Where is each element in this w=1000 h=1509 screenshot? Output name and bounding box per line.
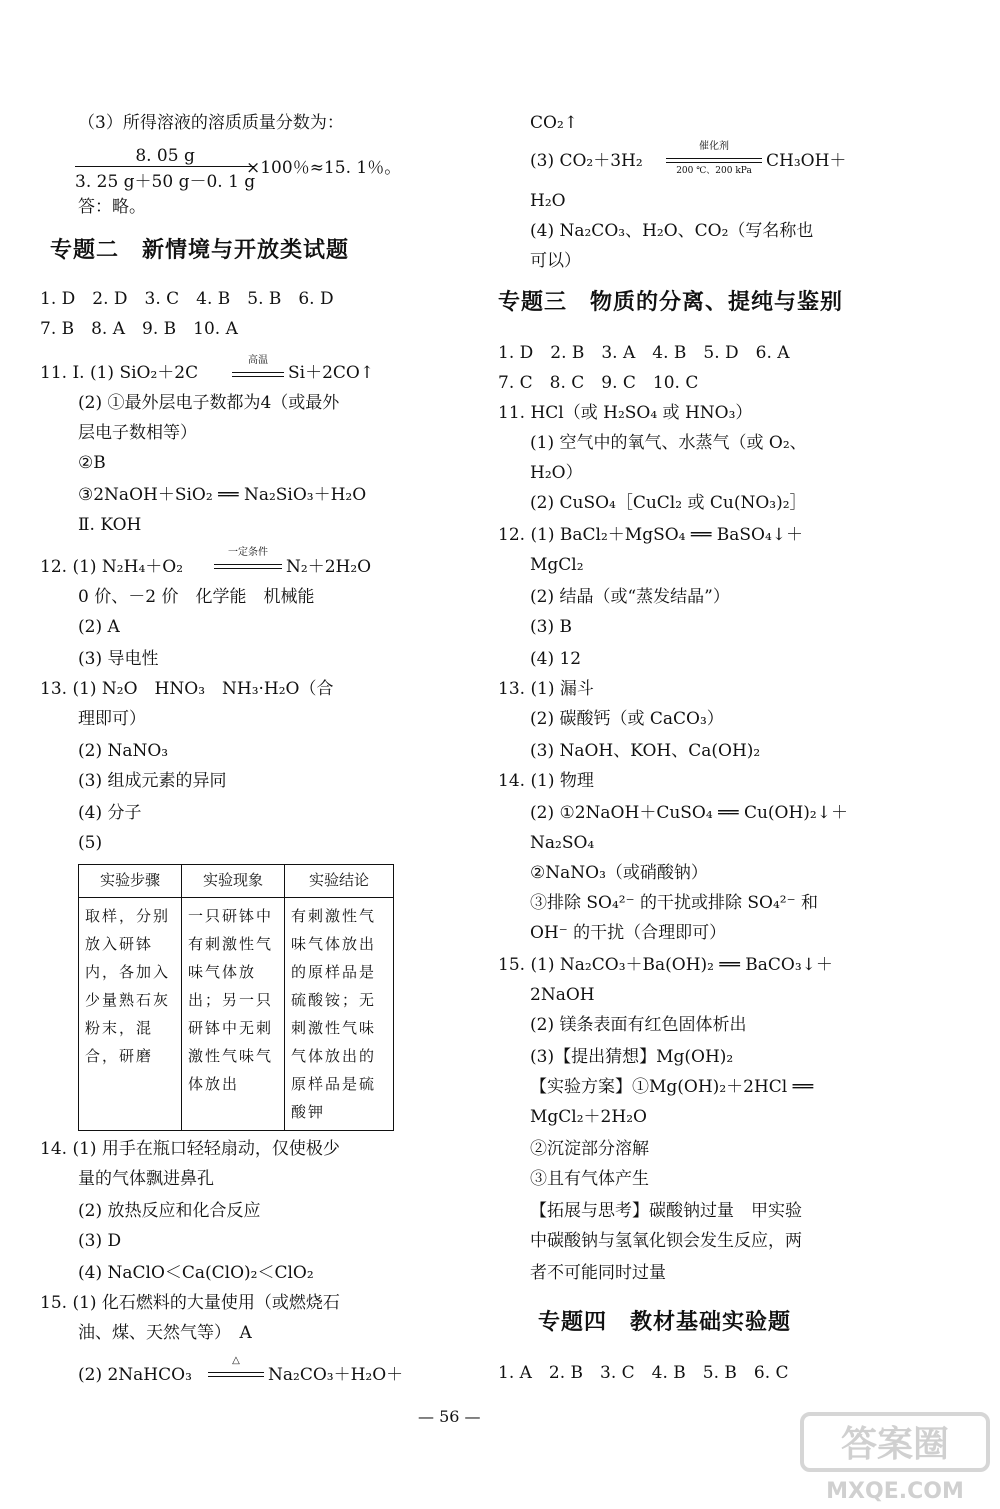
text-line: (3) D bbox=[78, 1231, 122, 1251]
text-line: 13. (1) 漏斗 bbox=[498, 679, 594, 699]
text-line: ×100％≈15. 1％。 bbox=[246, 158, 402, 178]
text-line: ③且有气体产生 bbox=[530, 1169, 649, 1189]
answer-row: 1. D 2. B 3. A 4. B 5. D 6. A bbox=[498, 343, 790, 363]
text-line: (4) 分子 bbox=[78, 803, 142, 823]
text-line: 12. (1) BaCl₂＋MgSO₄ ══ BaSO₄↓＋ bbox=[498, 525, 804, 545]
table-cell: 有刺激性气味气体放出的原样品是硫酸铵；无刺激性气味气体放出的原样品是硫酸钾 bbox=[285, 898, 394, 1131]
text-line: (3) CO₂＋3H₂ bbox=[530, 151, 643, 171]
text-line: H₂O） bbox=[530, 463, 583, 483]
text-line: 14. (1) 物理 bbox=[498, 771, 594, 791]
text-line: (2) 碳酸钙（或 CaCO₃） bbox=[530, 709, 724, 729]
answer-row: 1. A 2. B 3. C 4. B 5. B 6. C bbox=[498, 1363, 789, 1383]
section-heading: 专题四 教材基础实验题 bbox=[538, 1310, 792, 1335]
text-line: 中碳酸钠与氢氧化钡会发生反应，两 bbox=[530, 1231, 802, 1251]
text-line: CO₂↑ bbox=[530, 113, 579, 133]
reaction-condition: 高温 bbox=[248, 355, 268, 366]
text-line: 者不可能同时过量 bbox=[530, 1263, 666, 1283]
text-line: CH₃OH＋ bbox=[766, 151, 847, 171]
text-line: (2) 结晶（或“蒸发结晶”） bbox=[530, 587, 730, 607]
text-line: (3) NaOH、KOH、Ca(OH)₂ bbox=[530, 741, 761, 761]
text-line: N₂＋2H₂O bbox=[286, 557, 372, 577]
watermark-top: 答案圈 bbox=[840, 1424, 950, 1465]
text-line: MgCl₂＋2H₂O bbox=[530, 1107, 647, 1127]
experiment-table bbox=[78, 864, 394, 1131]
table-header: 实验步骤 bbox=[79, 865, 182, 898]
text-line: 0 价、－2 价 化学能 机械能 bbox=[78, 587, 315, 607]
table-cell: 一只研钵中有刺激性气味气体放出；另一只研钵中无刺激性气味气体放出 bbox=[182, 898, 285, 1131]
text-line: 15. (1) 化石燃料的大量使用（或燃烧石 bbox=[40, 1293, 340, 1313]
text-line: 【实验方案】①Mg(OH)₂＋2HCl ══ bbox=[530, 1077, 814, 1097]
text-line: Na₂CO₃＋H₂O＋ bbox=[268, 1365, 404, 1385]
text-line: 11. HCl（或 H₂SO₄ 或 HNO₃） bbox=[498, 403, 753, 423]
text-line: 可以） bbox=[530, 251, 581, 271]
fraction-denominator: 3. 25 g＋50 g－0. 1 g bbox=[75, 172, 256, 192]
text-line: (5) bbox=[78, 833, 103, 853]
reaction-condition: 催化剂 bbox=[699, 141, 729, 152]
text-line: (2) A bbox=[78, 617, 120, 637]
text-line: (3) 导电性 bbox=[78, 649, 159, 669]
text-line: H₂O bbox=[530, 191, 566, 211]
text-line: 层电子数相等） bbox=[78, 423, 197, 443]
text-line: ②NaNO₃（或硝酸钠） bbox=[530, 863, 708, 883]
text-line: ③排除 SO₄²⁻ 的干扰或排除 SO₄²⁻ 和 bbox=[530, 893, 818, 913]
text-line: Ⅱ. KOH bbox=[78, 515, 142, 535]
answer-row: 1. D 2. D 3. C 4. B 5. B 6. D bbox=[40, 289, 334, 309]
equals-bar bbox=[666, 158, 762, 163]
text-line: ②沉淀部分溶解 bbox=[530, 1139, 649, 1159]
text-line: 12. (1) N₂H₄＋O₂ bbox=[40, 557, 184, 577]
equals-bar bbox=[214, 564, 282, 569]
text-line: ③2NaOH＋SiO₂ ══ Na₂SiO₃＋H₂O bbox=[78, 485, 367, 505]
reaction-condition: △ bbox=[232, 1355, 240, 1366]
page-number: — 56 — bbox=[418, 1407, 481, 1426]
text-line: (4) 12 bbox=[530, 649, 582, 669]
text-line: ②B bbox=[78, 453, 106, 473]
text-line: 答：略。 bbox=[78, 197, 146, 217]
text-line: (2) NaNO₃ bbox=[78, 741, 169, 761]
text-line: MgCl₂ bbox=[530, 555, 584, 575]
text-line: 理即可） bbox=[78, 709, 146, 729]
text-line: OH⁻ 的干扰（合理即可） bbox=[530, 923, 727, 943]
text-line: 2NaOH bbox=[530, 985, 595, 1005]
text-line: (2) ①2NaOH＋CuSO₄ ══ Cu(OH)₂↓＋ bbox=[530, 803, 848, 823]
text-line: 15. (1) Na₂CO₃＋Ba(OH)₂ ══ BaCO₃↓＋ bbox=[498, 955, 833, 975]
text-line: 14. (1) 用手在瓶口轻轻扇动，仅使极少 bbox=[40, 1139, 340, 1159]
text-line: (2) 2NaHCO₃ bbox=[78, 1365, 192, 1385]
equals-bar bbox=[208, 1372, 264, 1377]
text-line: 【拓展与思考】碳酸钠过量 甲实验 bbox=[530, 1201, 802, 1221]
text-line: (2) 镁条表面有红色固体析出 bbox=[530, 1015, 747, 1035]
text-line: (2) ①最外层电子数都为4（或最外 bbox=[78, 393, 340, 413]
text-line: (3)【提出猜想】Mg(OH)₂ bbox=[530, 1047, 734, 1067]
answer-row: 7. B 8. A 9. B 10. A bbox=[40, 319, 238, 339]
text-line: (4) Na₂CO₃、H₂O、CO₂（写名称也 bbox=[530, 221, 814, 241]
section-heading: 专题三 物质的分离、提纯与鉴别 bbox=[498, 290, 844, 315]
equals-bar bbox=[232, 372, 284, 377]
text-line: (1) 空气中的氧气、水蒸气（或 O₂、 bbox=[530, 433, 807, 453]
answer-row: 7. C 8. C 9. C 10. C bbox=[498, 373, 699, 393]
reaction-condition: 200 ℃、200 kPa bbox=[676, 166, 752, 176]
table-header: 实验结论 bbox=[285, 865, 394, 898]
watermark-bottom: MXQE.COM bbox=[826, 1479, 964, 1504]
table-cell: 取样，分别放入研钵内，各加入少量熟石灰粉末，混合，研磨 bbox=[79, 898, 182, 1131]
table-header: 实验现象 bbox=[182, 865, 285, 898]
text-line: 量的气体飘进鼻孔 bbox=[78, 1169, 214, 1189]
reaction-condition: 一定条件 bbox=[228, 547, 268, 558]
text-line: (4) NaClO＜Ca(ClO)₂＜ClO₂ bbox=[78, 1263, 314, 1283]
text-line: (2) CuSO₄［CuCl₂ 或 Cu(NO₃)₂］ bbox=[530, 493, 807, 513]
text-line: Na₂SO₄ bbox=[530, 833, 595, 853]
text-line: 11. Ⅰ. (1) SiO₂＋2C bbox=[40, 363, 199, 383]
section-heading: 专题二 新情境与开放类试题 bbox=[50, 238, 350, 263]
text-line: 13. (1) N₂O HNO₃ NH₃·H₂O（合 bbox=[40, 679, 334, 699]
text-line: Si＋2CO↑ bbox=[288, 363, 375, 383]
fraction bbox=[75, 146, 255, 192]
watermark-logo bbox=[800, 1410, 990, 1505]
text-line: （3）所得溶液的溶质质量分数为： bbox=[78, 113, 344, 133]
text-line: (3) B bbox=[530, 617, 572, 637]
text-line: 油、煤、天然气等） A bbox=[78, 1323, 252, 1343]
text-line: (2) 放热反应和化合反应 bbox=[78, 1201, 261, 1221]
text-line: (3) 组成元素的异同 bbox=[78, 771, 227, 791]
fraction-numerator: 8. 05 g bbox=[75, 146, 255, 167]
